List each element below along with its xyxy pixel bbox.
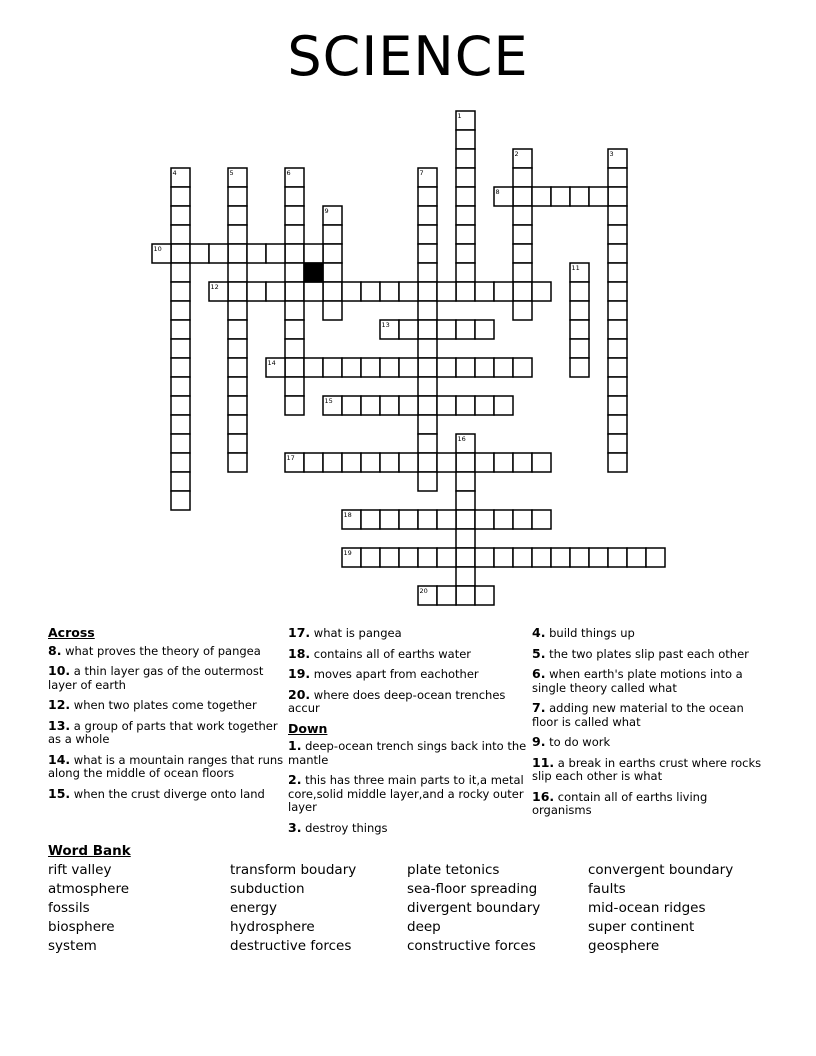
grid-cell[interactable] (228, 396, 247, 415)
grid-cell[interactable] (513, 263, 532, 282)
grid-cell[interactable] (228, 263, 247, 282)
clue-item-11: 11. a break in earths crust where rocks slip each other is what (532, 754, 762, 783)
grid-cell[interactable] (437, 396, 456, 415)
grid-cell[interactable] (475, 320, 494, 339)
clue-item-9: 9. to do work (532, 734, 611, 749)
cell-number: 20 (419, 587, 428, 595)
clue-item-3: 3. destroy things (288, 819, 388, 835)
grid-cell[interactable] (456, 453, 475, 472)
grid-cell-black (304, 263, 323, 282)
grid-cell[interactable] (418, 187, 437, 206)
word-bank-word: energy (230, 900, 278, 916)
cell-number: 4 (172, 169, 177, 177)
grid-cell[interactable] (228, 282, 247, 301)
grid-cell[interactable] (418, 453, 437, 472)
grid-cell[interactable] (418, 415, 437, 434)
clue-item-4: 4. build things up (532, 625, 635, 640)
grid-cell[interactable] (513, 453, 532, 472)
word-bank-word: system (48, 938, 97, 954)
clue-item-12: 12. when two plates come together (48, 697, 257, 712)
grid-cell[interactable] (380, 453, 399, 472)
grid-cell[interactable] (494, 548, 513, 567)
grid-cell[interactable] (437, 453, 456, 472)
clue-number: 19. (288, 666, 311, 681)
grid-cell[interactable] (399, 396, 418, 415)
grid-cell[interactable] (608, 187, 627, 206)
grid-cell[interactable] (437, 548, 456, 567)
cell-number: 10 (153, 245, 162, 253)
grid-cell[interactable] (513, 244, 532, 263)
clues-column-right (532, 626, 766, 824)
grid-cell[interactable] (323, 301, 342, 320)
word-bank-word: transform boudary (230, 862, 357, 878)
clue-item-17: 17. what is pangea (288, 625, 402, 640)
grid-cell[interactable] (589, 548, 608, 567)
cell-number: 13 (381, 321, 390, 329)
grid-cell[interactable] (494, 358, 513, 377)
grid-cell[interactable] (437, 510, 456, 529)
clue-item-15: 15. when the crust diverge onto land (48, 785, 265, 801)
grid-cell[interactable] (209, 244, 228, 263)
grid-cell[interactable] (228, 434, 247, 453)
clue-number: 12. (48, 697, 71, 712)
grid-cell[interactable] (380, 282, 399, 301)
grid-cell[interactable] (608, 244, 627, 263)
clue-item-6: 6. when earth's plate motions into a single theory called what (532, 666, 743, 695)
grid-cell[interactable] (456, 472, 475, 491)
grid-cell[interactable] (418, 263, 437, 282)
grid-cell[interactable] (608, 377, 627, 396)
grid-cell[interactable] (418, 282, 437, 301)
grid-cell[interactable] (361, 453, 380, 472)
grid-cell[interactable] (399, 320, 418, 339)
clue-number: 1. (288, 738, 302, 753)
word-bank-word: rift valley (48, 862, 112, 878)
grid-cell[interactable] (475, 586, 494, 605)
grid-cell[interactable] (361, 282, 380, 301)
clue-number: 8. (48, 642, 62, 658)
grid-cell[interactable] (171, 396, 190, 415)
clue-item-7: 7. adding new material to the ocean floor is called what (532, 700, 744, 729)
grid-cell[interactable] (456, 168, 475, 187)
clue-number: 18. (288, 645, 311, 661)
grid-cell[interactable] (228, 358, 247, 377)
grid-cell[interactable] (513, 282, 532, 301)
grid-cell[interactable] (171, 244, 190, 263)
grid-cell[interactable] (323, 244, 342, 263)
cell-number: 11 (571, 264, 580, 272)
word-bank-word: biosphere (48, 919, 115, 935)
grid-cell[interactable] (418, 396, 437, 415)
grid-cell[interactable] (171, 206, 190, 225)
grid-cell[interactable] (304, 282, 323, 301)
grid-cell[interactable] (608, 206, 627, 225)
grid-cell[interactable] (475, 282, 494, 301)
cell-number: 15 (324, 397, 333, 405)
grid-cell[interactable] (228, 377, 247, 396)
grid-cell[interactable] (456, 320, 475, 339)
word-bank-column (48, 861, 129, 956)
cell-number: 6 (286, 169, 291, 177)
grid-cell[interactable] (608, 396, 627, 415)
crossword-grid (150, 109, 667, 611)
grid-cell[interactable] (171, 377, 190, 396)
grid-cell[interactable] (285, 358, 304, 377)
word-bank-word: divergent boundary (407, 900, 541, 916)
grid-cell[interactable] (323, 453, 342, 472)
clue-number: 14. (48, 751, 71, 767)
grid-cell[interactable] (361, 510, 380, 529)
grid-cell[interactable] (456, 282, 475, 301)
grid-cell[interactable] (342, 282, 361, 301)
grid-cell[interactable] (285, 301, 304, 320)
grid-cell[interactable] (228, 415, 247, 434)
grid-cell[interactable] (228, 244, 247, 263)
grid-cell[interactable] (171, 339, 190, 358)
clue-number: 20. (288, 686, 311, 702)
word-bank-word: destructive forces (230, 938, 352, 954)
grid-cell[interactable] (171, 491, 190, 510)
grid-cell[interactable] (456, 567, 475, 586)
word-bank-heading: Word Bank (48, 843, 131, 859)
grid-cell[interactable] (342, 396, 361, 415)
word-bank-word: deep (407, 919, 441, 935)
cell-number: 3 (609, 150, 614, 158)
grid-cell[interactable] (228, 225, 247, 244)
grid-cell[interactable] (418, 339, 437, 358)
grid-cell[interactable] (304, 358, 323, 377)
grid-cell[interactable] (456, 358, 475, 377)
clues-column-left (48, 626, 286, 807)
clue-number: 3. (288, 819, 302, 835)
cell-number: 18 (343, 511, 352, 519)
grid-cell[interactable] (513, 206, 532, 225)
word-bank-word: sea-floor spreading (407, 881, 538, 897)
word-bank-column (588, 861, 733, 956)
clue-item-16: 16. contain all of earths living organisms (532, 788, 708, 817)
clue-number: 16. (532, 788, 555, 804)
grid-cell[interactable] (323, 358, 342, 377)
grid-cell[interactable] (589, 187, 608, 206)
grid-cell[interactable] (513, 548, 532, 567)
grid-cell[interactable] (532, 453, 551, 472)
grid-cell[interactable] (418, 206, 437, 225)
grid-cell[interactable] (456, 529, 475, 548)
grid-cell[interactable] (570, 320, 589, 339)
grid-cell[interactable] (475, 396, 494, 415)
clue-item-2: 2. this has three main parts to it,a metal core,solid middle layer,and a rocky outer layer (288, 772, 524, 814)
grid-cell[interactable] (570, 339, 589, 358)
clue-number: 15. (48, 785, 71, 801)
grid-cell[interactable] (285, 377, 304, 396)
clue-item-19: 19. moves apart from eachother (288, 666, 479, 681)
grid-cell[interactable] (608, 225, 627, 244)
cell-number: 17 (286, 454, 295, 462)
grid-cell[interactable] (171, 358, 190, 377)
grid-cell[interactable] (456, 187, 475, 206)
grid-cell[interactable] (608, 548, 627, 567)
word-bank-column (407, 861, 540, 956)
grid-cell[interactable] (304, 244, 323, 263)
grid-cell[interactable] (285, 396, 304, 415)
cell-number: 14 (267, 359, 276, 367)
word-bank-word: geosphere (588, 938, 660, 954)
clues-column-middle (288, 626, 530, 841)
grid-cell[interactable] (437, 586, 456, 605)
grid-cell[interactable] (494, 453, 513, 472)
grid-cell[interactable] (646, 548, 665, 567)
page-title: SCIENCE (287, 25, 529, 88)
grid-cell[interactable] (247, 282, 266, 301)
clue-number: 11. (532, 754, 555, 770)
grid-cell[interactable] (418, 244, 437, 263)
grid-cell[interactable] (285, 282, 304, 301)
grid-cell[interactable] (608, 282, 627, 301)
grid-cell[interactable] (475, 358, 494, 377)
word-bank-column (230, 861, 356, 956)
grid-cell[interactable] (399, 453, 418, 472)
grid-cell[interactable] (570, 187, 589, 206)
grid-cell[interactable] (418, 377, 437, 396)
grid-cell[interactable] (551, 548, 570, 567)
grid-cell[interactable] (171, 415, 190, 434)
grid-cell[interactable] (437, 358, 456, 377)
grid-cell[interactable] (285, 244, 304, 263)
grid-cell[interactable] (285, 225, 304, 244)
grid-cell[interactable] (285, 187, 304, 206)
grid-cell[interactable] (399, 282, 418, 301)
grid-cell[interactable] (475, 510, 494, 529)
grid-cell[interactable] (361, 358, 380, 377)
grid-cell[interactable] (456, 130, 475, 149)
word-bank-word: super continent (588, 919, 695, 935)
grid-cell[interactable] (551, 187, 570, 206)
clue-item-10: 10. a thin layer gas of the outermost layer of earth (48, 663, 264, 692)
clue-item-18: 18. contains all of earths water (288, 645, 472, 661)
clue-number: 17. (288, 625, 311, 640)
crossword-grid-svg (150, 109, 667, 607)
grid-cell[interactable] (532, 510, 551, 529)
grid-cell[interactable] (532, 187, 551, 206)
grid-cell[interactable] (171, 434, 190, 453)
cell-number: 2 (514, 150, 519, 158)
grid-cell[interactable] (608, 301, 627, 320)
grid-cell[interactable] (266, 282, 285, 301)
grid-cell[interactable] (323, 263, 342, 282)
grid-cell[interactable] (171, 301, 190, 320)
grid-cell[interactable] (437, 282, 456, 301)
grid-cell[interactable] (456, 586, 475, 605)
grid-cell[interactable] (399, 358, 418, 377)
grid-cell[interactable] (570, 301, 589, 320)
grid-cell[interactable] (418, 225, 437, 244)
grid-cell[interactable] (513, 358, 532, 377)
grid-cell[interactable] (171, 472, 190, 491)
grid-cell[interactable] (456, 548, 475, 567)
grid-cell[interactable] (456, 206, 475, 225)
grid-cell[interactable] (608, 168, 627, 187)
clue-number: 7. (532, 700, 546, 715)
clues-heading-down: Down (288, 720, 328, 736)
grid-cell[interactable] (399, 548, 418, 567)
grid-cell[interactable] (418, 320, 437, 339)
grid-cell[interactable] (513, 168, 532, 187)
grid-cell[interactable] (570, 358, 589, 377)
grid-cell[interactable] (304, 453, 323, 472)
grid-cell[interactable] (475, 453, 494, 472)
grid-cell[interactable] (285, 320, 304, 339)
grid-cell[interactable] (608, 358, 627, 377)
grid-cell[interactable] (323, 282, 342, 301)
clue-item-1: 1. deep-ocean trench sings back into the mantle (288, 738, 527, 767)
grid-cell[interactable] (342, 453, 361, 472)
grid-cell[interactable] (171, 225, 190, 244)
grid-cell[interactable] (380, 396, 399, 415)
grid-cell[interactable] (285, 206, 304, 225)
grid-cell[interactable] (342, 358, 361, 377)
grid-cell[interactable] (228, 187, 247, 206)
grid-cell[interactable] (228, 320, 247, 339)
grid-cell[interactable] (532, 282, 551, 301)
cell-number: 5 (229, 169, 234, 177)
grid-cell[interactable] (494, 282, 513, 301)
grid-cell[interactable] (456, 149, 475, 168)
grid-cell[interactable] (570, 282, 589, 301)
grid-cell[interactable] (285, 263, 304, 282)
grid-cell[interactable] (456, 510, 475, 529)
grid-cell[interactable] (570, 548, 589, 567)
grid-cell[interactable] (456, 244, 475, 263)
cell-number: 16 (457, 435, 466, 443)
grid-cell[interactable] (608, 339, 627, 358)
grid-cell[interactable] (418, 358, 437, 377)
grid-cell[interactable] (513, 187, 532, 206)
cell-number: 19 (343, 549, 352, 557)
cell-number: 1 (457, 112, 462, 120)
grid-cell[interactable] (456, 491, 475, 510)
word-bank-word: constructive forces (407, 938, 536, 954)
grid-cell[interactable] (418, 301, 437, 320)
grid-cell[interactable] (247, 244, 266, 263)
grid-cell[interactable] (171, 187, 190, 206)
grid-cell[interactable] (627, 548, 646, 567)
grid-cell[interactable] (228, 301, 247, 320)
clue-item-5: 5. the two plates slip past each other (532, 645, 749, 661)
word-bank-word: plate tetonics (407, 862, 500, 878)
grid-cell[interactable] (608, 453, 627, 472)
grid-cell[interactable] (456, 225, 475, 244)
clue-number: 13. (48, 717, 71, 733)
grid-cell[interactable] (532, 548, 551, 567)
word-bank-word: convergent boundary (588, 862, 734, 878)
grid-cell[interactable] (513, 301, 532, 320)
grid-cell[interactable] (266, 244, 285, 263)
grid-cell[interactable] (608, 320, 627, 339)
grid-cell[interactable] (608, 415, 627, 434)
grid-cell[interactable] (323, 225, 342, 244)
clue-item-13: 13. a group of parts that work together as a whole (48, 717, 278, 746)
grid-cell[interactable] (494, 396, 513, 415)
clue-number: 6. (532, 666, 546, 681)
grid-cell[interactable] (285, 339, 304, 358)
clues-heading-across: Across (48, 625, 95, 640)
cell-number: 12 (210, 283, 219, 291)
grid-cell[interactable] (171, 453, 190, 472)
grid-cell[interactable] (399, 510, 418, 529)
word-bank-word: atmosphere (48, 881, 129, 897)
grid-cell[interactable] (361, 548, 380, 567)
clue-number: 5. (532, 645, 546, 661)
grid-cell[interactable] (475, 548, 494, 567)
grid-cell[interactable] (228, 206, 247, 225)
grid-cell[interactable] (380, 510, 399, 529)
grid-cell[interactable] (380, 358, 399, 377)
clue-number: 2. (288, 772, 302, 787)
grid-cell[interactable] (513, 510, 532, 529)
clue-item-20: 20. where does deep-ocean trenches accur (288, 686, 506, 715)
word-bank-word: subduction (230, 881, 305, 897)
word-bank-word: hydrosphere (230, 919, 315, 935)
cell-number: 8 (495, 188, 500, 196)
clue-number: 4. (532, 625, 546, 640)
grid-cell[interactable] (418, 510, 437, 529)
grid-cell[interactable] (171, 320, 190, 339)
clue-number: 9. (532, 734, 546, 749)
grid-cell[interactable] (608, 263, 627, 282)
grid-cell[interactable] (608, 434, 627, 453)
word-bank-word: mid-ocean ridges (588, 900, 706, 916)
grid-cell[interactable] (361, 396, 380, 415)
grid-cell[interactable] (228, 453, 247, 472)
grid-cell[interactable] (418, 548, 437, 567)
word-bank-word: faults (588, 881, 626, 897)
clue-item-14: 14. what is a mountain ranges that runs along the middle of ocean floors (48, 751, 284, 780)
cell-number: 7 (419, 169, 424, 177)
grid-cell[interactable] (513, 225, 532, 244)
grid-cell[interactable] (418, 434, 437, 453)
cell-number: 9 (324, 207, 329, 215)
grid-cell[interactable] (171, 282, 190, 301)
grid-cell[interactable] (190, 244, 209, 263)
grid-cell[interactable] (380, 548, 399, 567)
clue-item-8: 8. what proves the theory of pangea (48, 642, 261, 658)
grid-cell[interactable] (456, 396, 475, 415)
grid-cell[interactable] (456, 263, 475, 282)
clue-number: 10. (48, 663, 71, 678)
grid-cell[interactable] (418, 472, 437, 491)
grid-cell[interactable] (437, 320, 456, 339)
grid-cell[interactable] (228, 339, 247, 358)
grid-cell[interactable] (494, 510, 513, 529)
grid-cell[interactable] (171, 263, 190, 282)
word-bank-word: fossils (48, 900, 90, 916)
